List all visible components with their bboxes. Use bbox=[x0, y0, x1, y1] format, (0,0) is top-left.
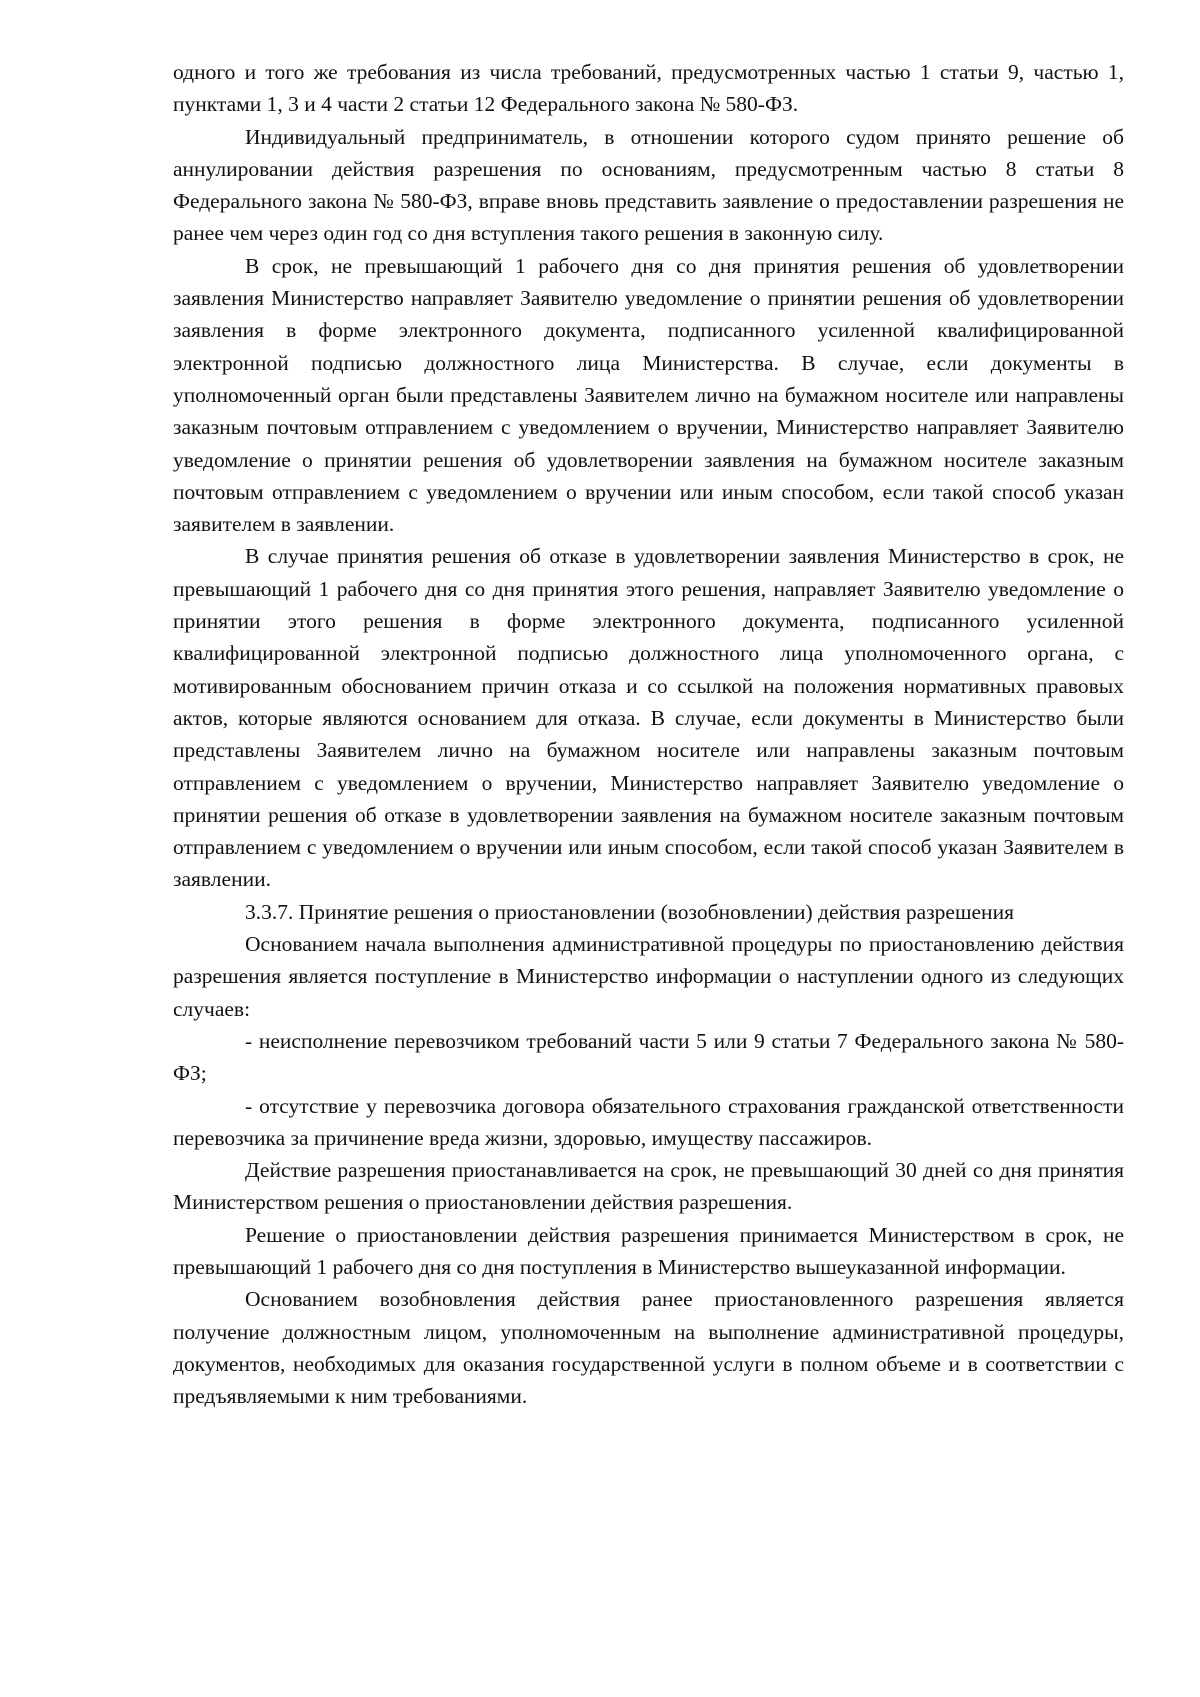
paragraph-continuation: одного и того же требования из числа требований, предусмотренных частью 1 статьи 9, частью 1, пунктами 1, 3 и 4 части 2 статьи 12 Федерального закона № 580-ФЗ. bbox=[173, 60, 1124, 117]
paragraph-refusal-notice: В случае принятия решения об отказе в удовлетворении заявления Министерство в срок, не превышающий 1 рабочего дня со дня принятия этого решения, направляет Заявителю уведомление о принятии этого решения в форме электронного документа, подписанного усиленной квалифицированной электронной подписью должностного лица уполномоченного органа, с мотивированным обоснованием причин отказа и со ссылкой на положения нормативных правовых актов, которые являются основанием для отказа. В случае, если документы в Министерство были представлены Заявителем лично на бумажном носителе или направлены заказным почтовым отправлением с уведомлением о вручении, Министерство направляет Заявителю уведомление о принятии решения об отказе в удовлетворении заявления на бумажном носителе заказным почтовым отправлением с уведомлением о вручении или иным способом, если такой способ указан Заявителем в заявлении. bbox=[173, 544, 1124, 892]
paragraph-suspension-grounds: Основанием начала выполнения административной процедуры по приостановлению действия разрешения является поступление в Министерство информации о наступлении одного из следующих случаев: bbox=[173, 932, 1124, 1021]
list-item-requirements: - неисполнение перевозчиком требований части 5 или 9 статьи 7 Федерального закона № 580-ФЗ; bbox=[173, 1028, 1124, 1086]
paragraph-annulment: Индивидуальный предприниматель, в отношении которого судом принято решение об аннулировании действия разрешения по основаниям, предусмотренным частью 8 статьи 8 Федерального закона № 580-ФЗ, вправе вновь представить заявление о предоставлении разрешения не ранее чем через один год со дня вступления такого решения в законную силу. bbox=[173, 124, 1124, 246]
paragraph-suspension-decision: Решение о приостановлении действия разрешения принимается Министерством в срок, не превышающий 1 рабочего дня со дня поступления в Министерство вышеуказанной информации. bbox=[173, 1222, 1124, 1279]
paragraph-approval-notice: В срок, не превышающий 1 рабочего дня со дня принятия решения об удовлетворении заявления Министерство направляет Заявителю уведомление о принятии решения об удовлетворении заявления в форме электронного документа, подписанного усиленной квалифицированной электронной подписью должностного лица Министерства. В случае, если документы в уполномоченный орган были представлены Заявителем лично на бумажном носителе или направлены заказным почтовым отправлением с уведомлением о вручении, Министерство направляет Заявителю уведомление о принятии решения об удовлетворении заявления на бумажном носителе заказным почтовым отправлением с уведомлением о вручении или иным способом, если такой способ указан заявителем в заявлении. bbox=[173, 253, 1124, 537]
paragraph-suspension-term: Действие разрешения приостанавливается на срок, не превышающий 30 дней со дня принятия Министерством решения о приостановлении действия разрешения. bbox=[173, 1158, 1124, 1215]
list-item-insurance: - отсутствие у перевозчика договора обязательного страхования гражданской ответственности перевозчика за причинение вреда жизни, здоровью, имуществу пассажиров. bbox=[173, 1093, 1124, 1150]
document-body bbox=[173, 56, 1124, 1412]
section-heading-3-3-7: 3.3.7. Принятие решения о приостановлении (возобновлении) действия разрешения bbox=[245, 899, 1014, 924]
paragraph-resumption-grounds: Основанием возобновления действия ранее приостановленного разрешения является получение должностным лицом, уполномоченным на выполнение административной процедуры, документов, необходимых для оказания государственной услуги в полном объеме и в соответствии с предъявляемыми к ним требованиями. bbox=[173, 1287, 1124, 1409]
